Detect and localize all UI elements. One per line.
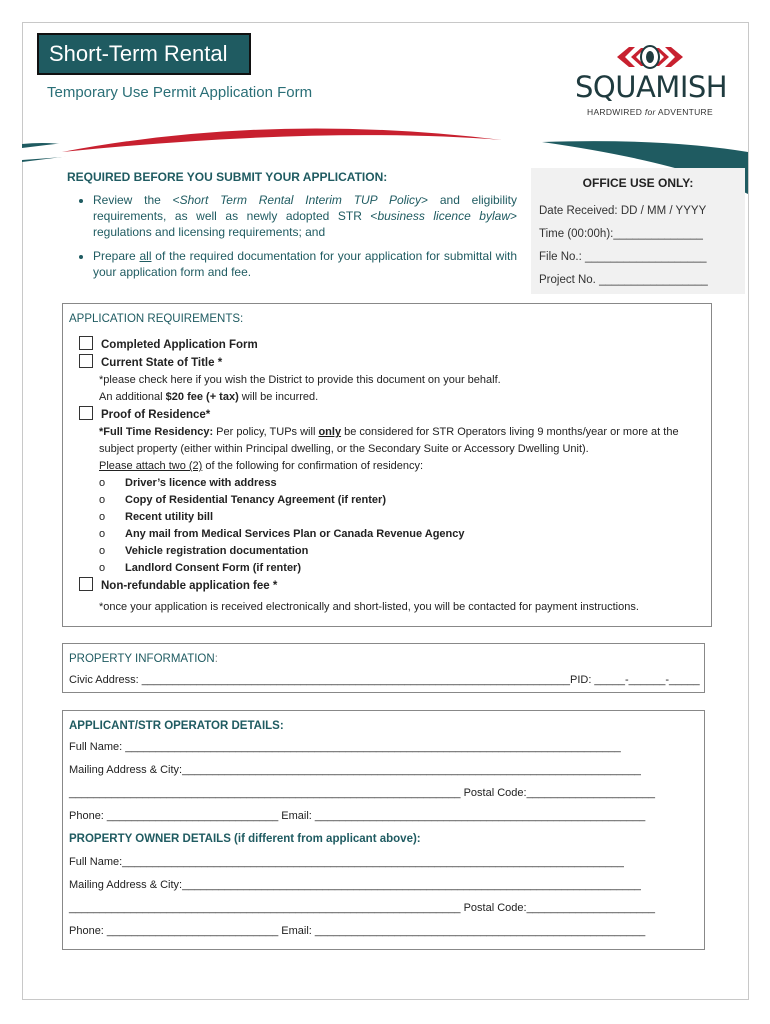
- property-information-box: [62, 643, 705, 693]
- office-use-box: [531, 168, 745, 294]
- attach-instruction: Please attach two (2) of the following for confirmation of residency:: [99, 460, 424, 472]
- applicant-details-box: [62, 710, 705, 950]
- logo-wordmark: SQUAMISH: [575, 70, 728, 104]
- req-completed-form: Completed Application Form: [79, 336, 699, 354]
- form-subtitle: Temporary Use Permit Application Form: [47, 84, 313, 101]
- title-fee-note: An additional $20 fee (+ tax) will be incurred.: [99, 391, 319, 403]
- app-req-title: APPLICATION REQUIREMENTS:: [69, 313, 244, 325]
- owner-title: PROPERTY OWNER DETAILS (if different from applicant above):: [69, 833, 421, 845]
- office-use-title: OFFICE USE ONLY:: [582, 176, 694, 190]
- req-proof-residence: Proof of Residence*: [79, 406, 699, 424]
- required-before-section: [67, 170, 517, 288]
- owner-phone-email-field[interactable]: Phone: ____________________________ Email: ______________________________________________________: [69, 925, 646, 937]
- fee-note: *once your application is received electronically and short-listed, you will be contacted for payment instructions.: [99, 601, 639, 613]
- list-item: o Any mail from Medical Services Plan or Canada Revenue Agency: [99, 528, 465, 540]
- list-item: o Vehicle registration documentation: [99, 545, 309, 557]
- owner-mailing-field[interactable]: Mailing Address & City:___________________________________________________________________________: [69, 879, 641, 891]
- applicant-postal-field[interactable]: ________________________________________________________________ Postal Code:_____________________: [69, 787, 656, 799]
- owner-postal-field[interactable]: ________________________________________________________________ Postal Code:_____________________: [69, 902, 656, 914]
- required-bullet-review: • Review the <Short Term Rental Interim TUP Policy> and eligibility requirements, as well as newly adopted STR <business licence bylaw> regulations and licensing requirements; and: [93, 192, 517, 240]
- date-received-field: Date Received: DD / MM / YYYY: [539, 205, 707, 217]
- checkbox-state-of-title[interactable]: [79, 354, 93, 368]
- residency-docs-list: [79, 475, 699, 577]
- required-before-heading: REQUIRED BEFORE YOU SUBMIT YOUR APPLICATION:: [67, 170, 388, 184]
- file-no-field: File No.: ___________________: [539, 251, 707, 263]
- form-title: Short-Term Rental: [37, 33, 251, 75]
- checkbox-application-fee[interactable]: [79, 577, 93, 591]
- applicant-title: APPLICANT/STR OPERATOR DETAILS:: [69, 720, 284, 732]
- applicant-phone-email-field[interactable]: Phone: ____________________________ Email: ______________________________________________________: [69, 810, 646, 822]
- squamish-logo: [575, 44, 728, 119]
- squamish-emblem-icon: [615, 44, 685, 70]
- checkbox-proof-residence[interactable]: [79, 406, 93, 420]
- residency-note: *Full Time Residency: Per policy, TUPs will only be considered for STR Operators living 9 months/year or more at the subject property (either within Principal dwelling, or the Secondary Suite or Accessory Dwelling Unit).: [99, 426, 679, 455]
- required-bullet-prepare: • Prepare all of the required documentation for your application for submittal with your application form and fee.: [93, 248, 517, 280]
- title-note: *please check here if you wish the District to provide this document on your behalf.: [99, 374, 501, 386]
- list-item: o Recent utility bill: [99, 511, 214, 523]
- time-field: Time (00:00h):______________: [539, 228, 703, 240]
- project-no-field: Project No. _________________: [539, 274, 708, 286]
- list-item: o Landlord Consent Form (if renter): [99, 562, 301, 574]
- logo-tagline: HARDWIRED for ADVENTURE: [587, 107, 713, 117]
- property-info-title: PROPERTY INFORMATION:: [69, 653, 218, 665]
- req-state-of-title: Current State of Title *: [79, 354, 699, 372]
- req-application-fee: Non-refundable application fee *: [79, 577, 699, 595]
- bylaw-link[interactable]: business licence bylaw: [377, 209, 510, 223]
- application-requirements-box: [62, 303, 712, 627]
- owner-full-name-field[interactable]: Full Name:__________________________________________________________________________________: [69, 856, 624, 868]
- policy-link[interactable]: Short Term Rental Interim TUP Policy: [179, 193, 422, 207]
- civic-address-field[interactable]: Civic Address: ______________________________________________________________________PID: _____-______-_____: [69, 674, 700, 686]
- applicant-full-name-field[interactable]: Full Name: _________________________________________________________________________________: [69, 741, 621, 753]
- list-item: o Copy of Residential Tenancy Agreement (if renter): [99, 494, 386, 506]
- list-item: o Driver’s licence with address: [99, 477, 277, 489]
- checkbox-completed-form[interactable]: [79, 336, 93, 350]
- applicant-mailing-field[interactable]: Mailing Address & City:___________________________________________________________________________: [69, 764, 641, 776]
